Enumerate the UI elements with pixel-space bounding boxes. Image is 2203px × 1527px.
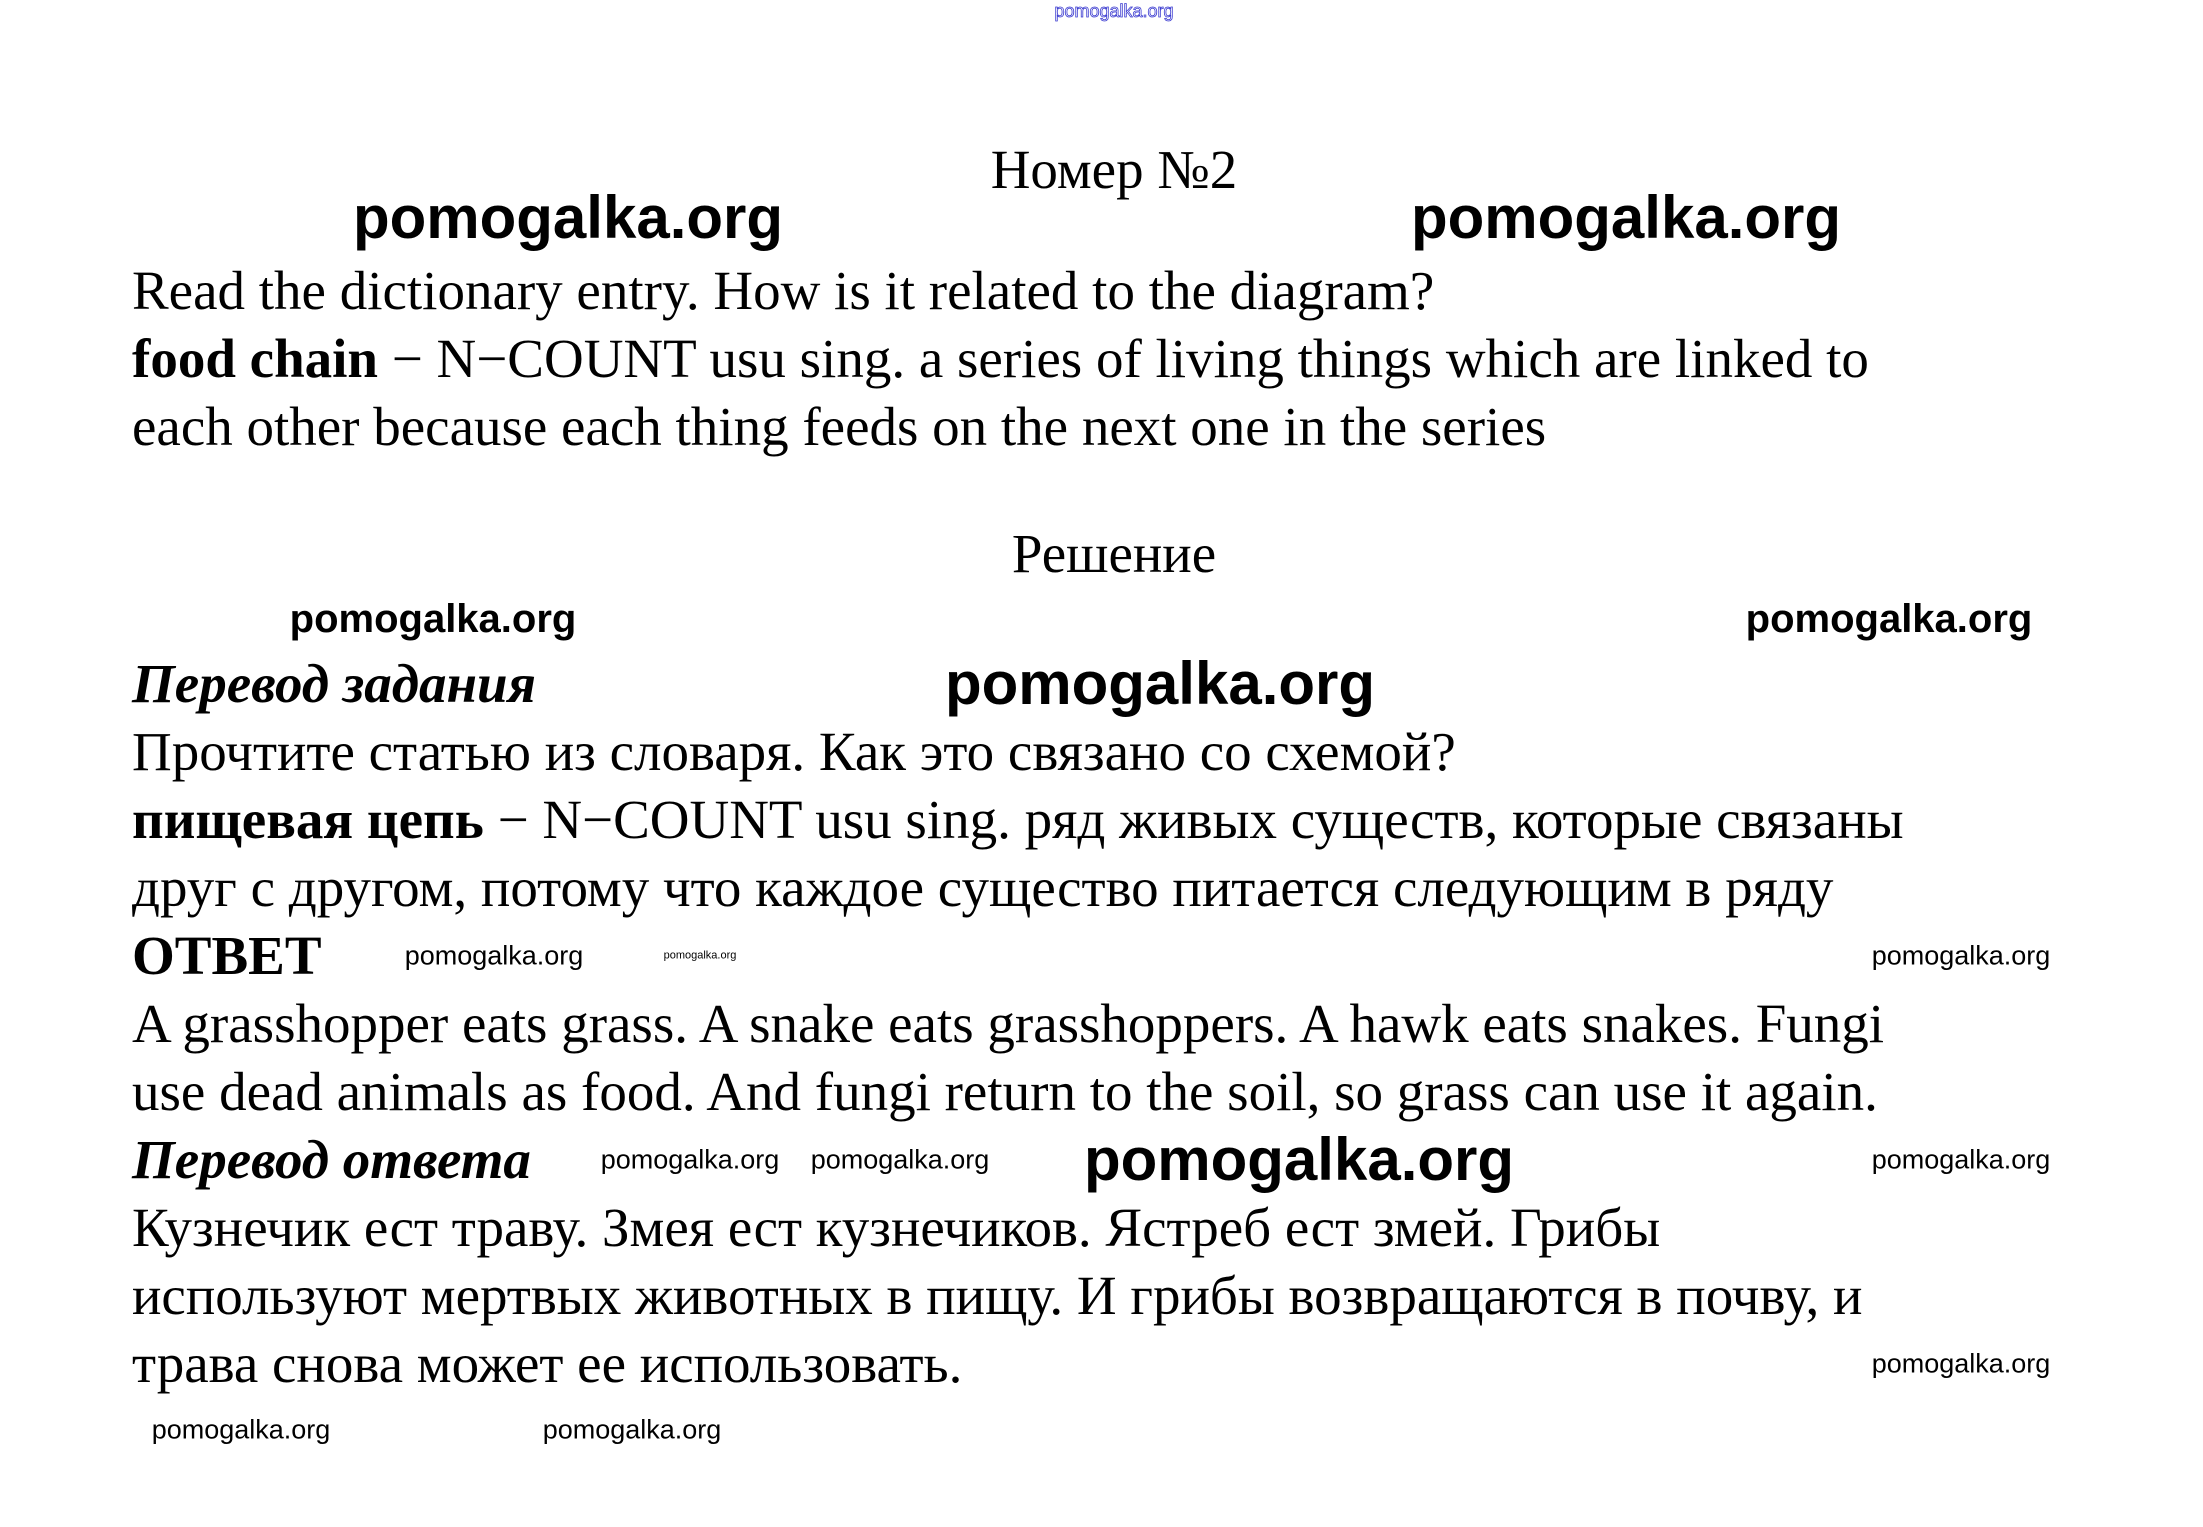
translation-definition: − N−COUNT usu sing. ряд живых существ, которые связаны (483, 789, 1904, 850)
answer-heading: ОТВЕТ (132, 925, 322, 986)
solution-heading: Решение (1011, 523, 1217, 584)
answer-line1: A grasshopper eats grass. A snake eats grasshoppers. A hawk eats snakes. Fungi (132, 993, 1885, 1054)
watermark: pomogalka.org (810, 1144, 990, 1175)
watermark: pomogalka.org (404, 940, 584, 971)
answer-translation-heading: Перевод ответа (132, 1129, 531, 1190)
watermark: pomogalka.org (1083, 1126, 1515, 1193)
watermark: pomogalka.org (1871, 940, 2051, 971)
watermark: pomogalka.org (352, 184, 784, 251)
answer-translation-line3: трава снова может ее использовать. (132, 1333, 963, 1394)
dictionary-entry-line1 (132, 325, 1869, 393)
dictionary-definition: − N−COUNT usu sing. a series of living things which are linked to (378, 328, 1869, 389)
translation-entry-line1 (132, 786, 1904, 854)
watermark: pomogalka.org (1745, 597, 2033, 641)
watermark: pomogalka.org (1410, 184, 1842, 251)
answer-line2: use dead animals as food. And fungi return to the soil, so grass can use it again. (132, 1061, 1878, 1122)
site-link[interactable]: pomogalka.org (1054, 1, 1174, 21)
page-title: Номер №2 (990, 139, 1238, 200)
watermark: pomogalka.org (663, 949, 737, 962)
task-question: Read the dictionary entry. How is it related to the diagram? (132, 260, 1435, 321)
answer-translation-line1: Кузнечик ест траву. Змея ест кузнечиков. Ястреб ест змей. Грибы (132, 1197, 1661, 1258)
watermark: pomogalka.org (1871, 1144, 2051, 1175)
translation-term: пищевая цепь (132, 789, 484, 850)
watermark: pomogalka.org (151, 1414, 331, 1445)
dictionary-entry-line2: each other because each thing feeds on the next one in the series (132, 396, 1547, 457)
dictionary-term: food chain (132, 328, 379, 389)
watermark: pomogalka.org (944, 650, 1376, 717)
watermark: pomogalka.org (600, 1144, 780, 1175)
watermark: pomogalka.org (542, 1414, 722, 1445)
watermark: pomogalka.org (1871, 1348, 2051, 1379)
translation-entry-line2: друг с другом, потому что каждое существо питается следующим в ряду (132, 857, 1834, 918)
translation-heading: Перевод задания (132, 653, 536, 714)
watermark: pomogalka.org (289, 597, 577, 641)
translation-question: Прочтите статью из словаря. Как это связано со схемой? (132, 721, 1456, 782)
answer-translation-line2: используют мертвых животных в пищу. И грибы возвращаются в почву, и (132, 1265, 1863, 1326)
